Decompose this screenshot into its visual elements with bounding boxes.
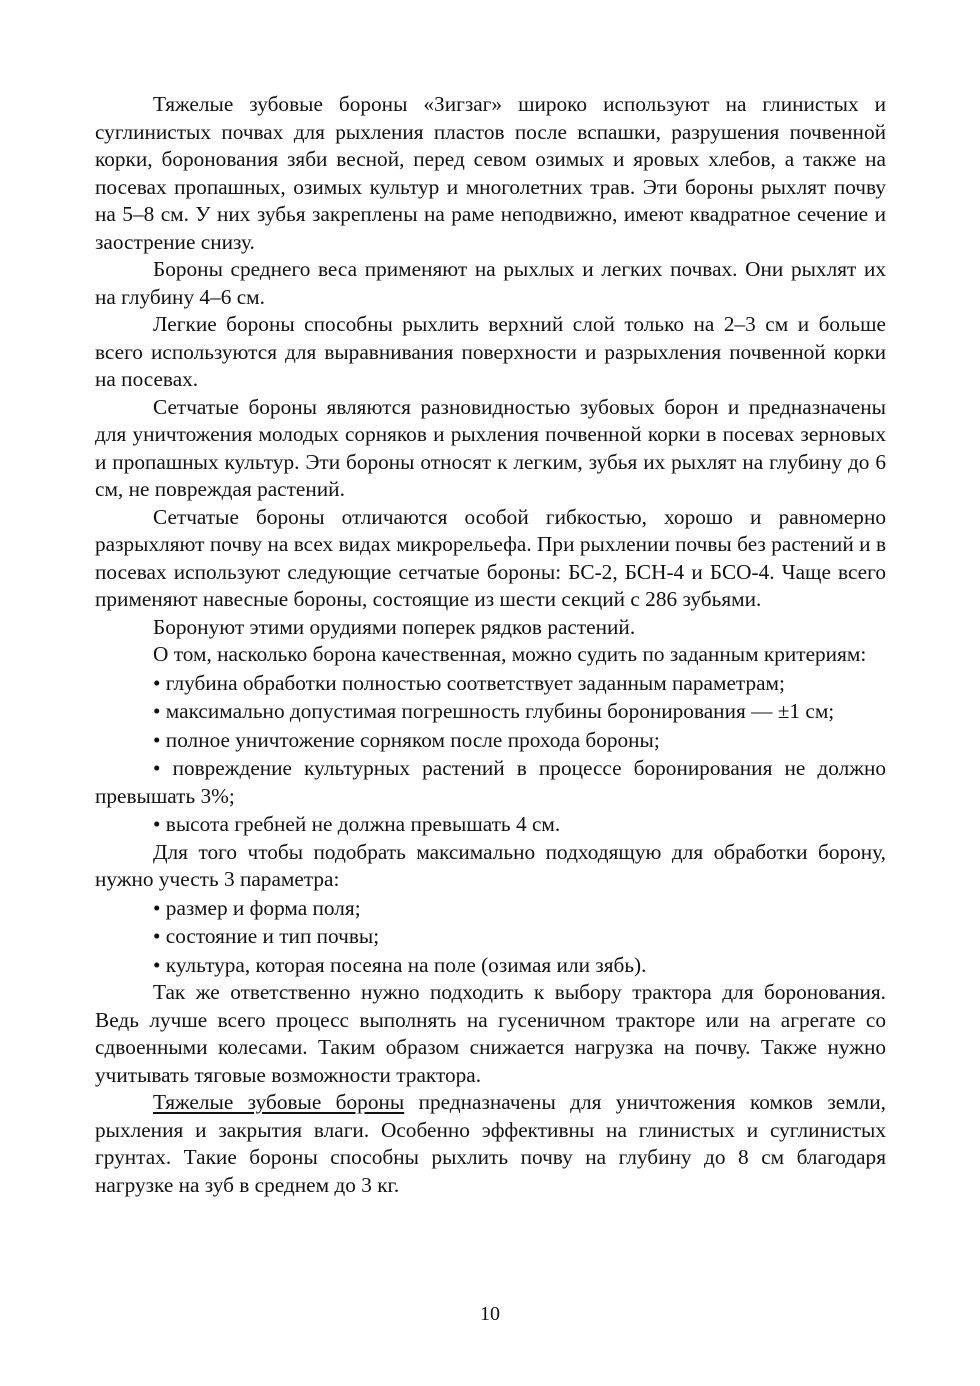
bullet-icon: • [153, 895, 161, 920]
paragraph-tractor-choice: Так же ответственно нужно подходить к выбору трактора для боронования. Ведь лучше всего процесс выполнять на гусеничном тракторе или на агрегате со сдвоенными колесами. Таким образом снижается нагрузка на почву. Также нужно учитывать тяговые возможности трактора. [95, 980, 886, 1087]
paragraph-mesh-harrows: Сетчатые бороны являются разновидностью зубовых борон и предназначены для уничтожения молодых сорняков и рыхления почвенной корки в посевах зерновых и пропашных культур. Эти бороны относят к легким, зубья их рыхлят на глубину до 6 см, не повреждая растений. [95, 394, 886, 501]
page-body [95, 91, 886, 1199]
paragraph-zigzag: Тяжелые зубовые бороны «Зигзаг» широко используют на глинистых и суглинистых почвах для рыхления пластов после вспашки, разрушения почвенной корки, боронования зяби весной, перед севом озимых и яровых хлебов, а также на посевах пропашных, озимых культур и многолетних трав. Эти бороны рыхлят почву на 5–8 см. У них зубья закреплены на раме неподвижно, имеют квадратное сечение и заострение снизу. [95, 92, 886, 254]
selection-bullet-text: состояние и тип почвы; [165, 924, 380, 948]
paragraph-medium-harrows: Бороны среднего веса применяют на рыхлых и легких почвах. Они рыхлят их на глубину 4–6 см. [95, 257, 886, 309]
bullet-icon: • [153, 952, 161, 977]
bullet-icon: • [153, 670, 161, 695]
criteria-bullet-text: повреждение культурных растений в процессе боронирования не должно превышать 3%; [95, 756, 886, 808]
criteria-bullet-text: глубина обработки полностью соответствует заданным параметрам; [165, 670, 785, 695]
bullet-icon: • [153, 699, 161, 723]
criteria-bullet-item [95, 726, 886, 755]
selection-bullet-text: размер и форма поля; [165, 895, 361, 920]
bullet-icon: • [153, 727, 161, 752]
paragraph-mesh-flexibility: Сетчатые бороны отличаются особой гибкостью, хорошо и равномерно разрыхляют почву на всех видах микрорельефа. При рыхлении почвы без растений и в посевах используют следующие сетчатые бороны: БС-2, БСН-4 и БСО-4. Чаще всего применяют навесные бороны, состоящие из шести секций с 286 зубьями. [95, 504, 886, 611]
criteria-bullet-text: высота гребней не должна превышать 4 см. [165, 812, 561, 836]
criteria-bullet-text: полное уничтожение сорняком после прохода бороны; [165, 727, 660, 752]
criteria-bullet-item [95, 669, 886, 698]
paragraph-selection-parameters: Для того чтобы подобрать максимально подходящую для обработки борону, нужно учесть 3 параметра: [95, 839, 886, 891]
criteria-bullet-item [95, 697, 886, 726]
page-number: 10 [480, 1303, 500, 1325]
heavy-harrows-description: предназначены для уничтожения комков земли, рыхления и закрытия влаги. Особенно эффективны на глинистых и суглинистых грунтах. Такие бороны способны рыхлить почву на глубину до 8 см благодаря нагрузке на зуб в среднем до 3 кг. [95, 1090, 887, 1197]
bullet-icon: • [153, 756, 161, 780]
criteria-bullet-text: максимально допустимая погрешность глубины боронирования — ±1 см; [165, 699, 835, 723]
paragraph-harrowing-direction: Боронуют этими орудиями поперек рядков растений. [153, 614, 636, 639]
bullet-icon: • [153, 924, 161, 948]
criteria-bullet-item [95, 754, 886, 810]
selection-bullet-item [95, 951, 886, 980]
selection-bullet-text: культура, которая посеяна на поле (озимая или зябь). [165, 952, 647, 977]
paragraph-heavy-harrows [95, 1089, 886, 1199]
paragraph-light-harrows: Легкие бороны способны рыхлить верхний слой только на 2–3 см и больше всего используются для выравнивания поверхности и разрыхления почвенной корки на посевах. [95, 312, 886, 391]
bullet-icon: • [153, 812, 161, 836]
paragraph-quality-criteria: О том, насколько борона качественная, можно судить по заданным критериям: [153, 642, 867, 666]
selection-bullet-item [95, 922, 886, 951]
selection-bullet-item [95, 894, 886, 923]
heavy-harrows-term: Тяжелые зубовые бороны [153, 1090, 405, 1114]
criteria-bullet-item [95, 810, 886, 839]
